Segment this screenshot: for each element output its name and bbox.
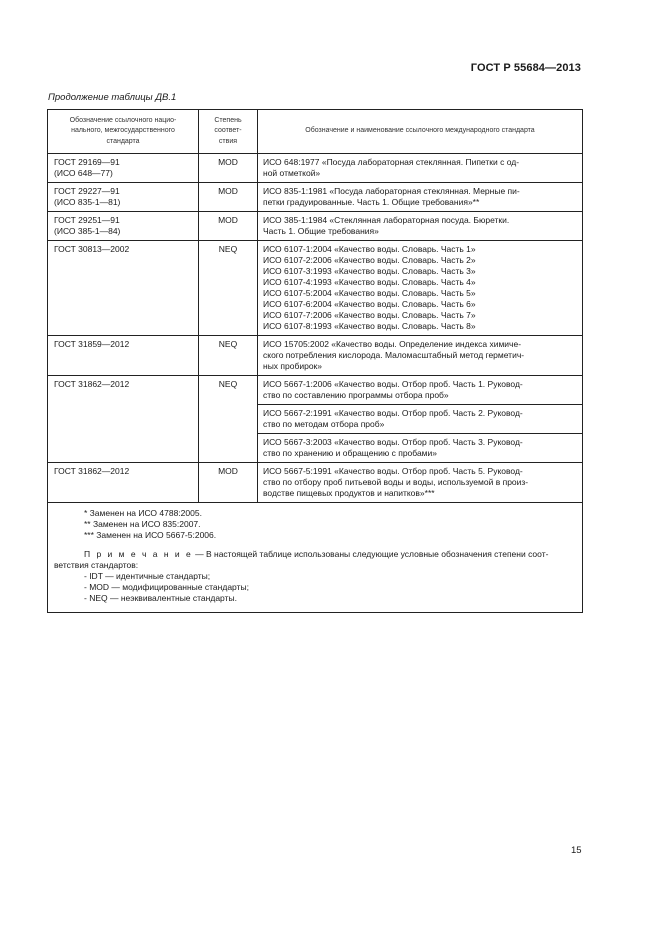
- table-row: [48, 154, 582, 183]
- table-row: [48, 463, 582, 503]
- international-standard-line: ского потребления кислорода. Маломасштабный метод герметич-: [263, 350, 525, 360]
- international-standard-line: ной отметкой»: [263, 168, 321, 178]
- international-standard-line: ных пробирок»: [263, 361, 322, 371]
- international-standard-line: ство по отбору проб питьевой воды и воды, используемой в произ-: [263, 477, 529, 487]
- degree-cell: MOD: [199, 212, 258, 240]
- international-standard-cell: [258, 463, 582, 502]
- international-standard-entry: [258, 154, 582, 182]
- international-standard-cell: [258, 241, 582, 335]
- international-standard-line: ство по хранению и обращению с пробами»: [263, 448, 438, 458]
- international-standard-entry: [258, 241, 582, 335]
- international-standard-entry: [258, 433, 582, 462]
- national-standard-line: (ИСО 835-1—81): [54, 197, 121, 207]
- international-standard-line: ИСО 15705:2002 «Качество воды. Определение индекса химиче-: [263, 339, 522, 349]
- international-standard-line: ИСО 5667-5:1991 «Качество воды. Отбор проб. Часть 5. Руковод-: [263, 466, 523, 476]
- international-standard-line: ИСО 648:1977 «Посуда лабораторная стеклянная. Пипетки с од-: [263, 157, 520, 167]
- header-degree: Степень соответ- ствия: [199, 110, 258, 153]
- degree-cell: NEQ: [199, 336, 258, 375]
- international-standard-line: ИСО 6107-5:2004 «Качество воды. Словарь. Часть 5»: [263, 288, 476, 298]
- international-standard-line: ИСО 6107-4:1993 «Качество воды. Словарь. Часть 4»: [263, 277, 476, 287]
- international-standard-line: ИСО 835-1:1981 «Посуда лабораторная стеклянная. Мерные пи-: [263, 186, 520, 196]
- footnote: * Заменен на ИСО 4788:2005.: [84, 508, 202, 518]
- footnote: ** Заменен на ИСО 835:2007.: [84, 519, 201, 529]
- note-text: П р и м е ч а н и е — В настоящей таблице использованы следующие условные обозначения степени соот-: [84, 549, 549, 559]
- table-body: [48, 154, 582, 503]
- international-standard-line: ИСО 6107-3:1993 «Качество воды. Словарь. Часть 3»: [263, 266, 476, 276]
- national-standard-line: ГОСТ 29169—91: [54, 157, 120, 167]
- note-list-item: - MOD — модифицированные стандарты;: [84, 582, 249, 592]
- international-standard-line: ИСО 6107-1:2004 «Качество воды. Словарь. Часть 1»: [263, 244, 476, 254]
- national-standard-cell: [48, 463, 199, 502]
- national-standard-line: ГОСТ 29251—91: [54, 215, 120, 225]
- international-standard-line: ство по методам отбора проб»: [263, 419, 385, 429]
- national-standard-cell: [48, 212, 199, 240]
- standards-table: [47, 109, 583, 613]
- international-standard-cell: [258, 183, 582, 211]
- national-standard-cell: [48, 154, 199, 182]
- table-row: [48, 241, 582, 336]
- international-standard-line: ство по составлению программы отбора проб»: [263, 390, 449, 400]
- document-id: ГОСТ Р 55684—2013: [470, 62, 581, 74]
- international-standard-line: петки градуированные. Часть 1. Общие требования»**: [263, 197, 480, 207]
- note-label: П р и м е ч а н и е: [84, 549, 193, 559]
- header-national-standard: Обозначение ссылочного нацио- нального, межгосударственного стандарта: [48, 110, 199, 153]
- national-standard-line: ГОСТ 31862—2012: [54, 379, 130, 389]
- degree-cell: NEQ: [199, 241, 258, 335]
- national-standard-cell: [48, 376, 199, 462]
- national-standard-line: ГОСТ 31862—2012: [54, 466, 130, 476]
- international-standard-entry: [258, 376, 582, 404]
- international-standard-entry: [258, 404, 582, 433]
- header-international-standard: Обозначение и наименование ссылочного международного стандарта: [305, 127, 535, 135]
- degree-cell: NEQ: [199, 376, 258, 462]
- international-standard-line: ИСО 6107-7:2006 «Качество воды. Словарь. Часть 7»: [263, 310, 476, 320]
- international-standard-line: ИСО 6107-6:2004 «Качество воды. Словарь. Часть 6»: [263, 299, 476, 309]
- international-standard-line: ИСО 5667-1:2006 «Качество воды. Отбор проб. Часть 1. Руковод-: [263, 379, 523, 389]
- table-row: [48, 183, 582, 212]
- national-standard-line: ГОСТ 30813—2002: [54, 244, 130, 254]
- table-notes: [48, 503, 582, 612]
- national-standard-cell: [48, 241, 199, 335]
- table-header: [48, 110, 582, 154]
- national-standard-cell: [48, 183, 199, 211]
- national-standard-cell: [48, 336, 199, 375]
- international-standard-cell: [258, 154, 582, 182]
- page-number: 15: [571, 845, 582, 856]
- national-standard-line: ГОСТ 29227—91: [54, 186, 120, 196]
- note-text-continued: ветствия стандартов:: [54, 560, 139, 570]
- international-standard-line: Часть 1. Общие требования»: [263, 226, 379, 236]
- degree-cell: MOD: [199, 183, 258, 211]
- international-standard-cell: [258, 212, 582, 240]
- international-standard-line: ИСО 385-1:1984 «Стеклянная лабораторная посуда. Бюретки.: [263, 215, 510, 225]
- international-standard-entry: [258, 463, 582, 502]
- international-standard-entry: [258, 336, 582, 375]
- international-standard-line: ИСО 5667-3:2003 «Качество воды. Отбор проб. Часть 3. Руковод-: [263, 437, 523, 447]
- international-standard-entry: [258, 183, 582, 211]
- table-row: [48, 336, 582, 376]
- note-list-item: - IDT — идентичные стандарты;: [84, 571, 211, 581]
- international-standard-line: водстве пищевых продуктов и напитков»***: [263, 488, 435, 498]
- note-list-item: - NEQ — неэквивалентные стандарты.: [84, 593, 237, 603]
- national-standard-line: (ИСО 385-1—84): [54, 226, 121, 236]
- international-standard-cell: [258, 376, 582, 462]
- national-standard-line: ГОСТ 31859—2012: [54, 339, 130, 349]
- international-standard-entry: [258, 212, 582, 240]
- degree-cell: MOD: [199, 154, 258, 182]
- table-caption: Продолжение таблицы ДВ.1: [48, 92, 177, 103]
- international-standard-cell: [258, 336, 582, 375]
- table-row: [48, 212, 582, 241]
- international-standard-line: ИСО 6107-2:2006 «Качество воды. Словарь. Часть 2»: [263, 255, 476, 265]
- international-standard-line: ИСО 6107-8:1993 «Качество воды. Словарь. Часть 8»: [263, 321, 476, 331]
- national-standard-line: (ИСО 648—77): [54, 168, 113, 178]
- footnote: *** Заменен на ИСО 5667-5:2006.: [84, 530, 217, 540]
- table-row: [48, 376, 582, 463]
- degree-cell: MOD: [199, 463, 258, 502]
- international-standard-line: ИСО 5667-2:1991 «Качество воды. Отбор проб. Часть 2. Руковод-: [263, 408, 523, 418]
